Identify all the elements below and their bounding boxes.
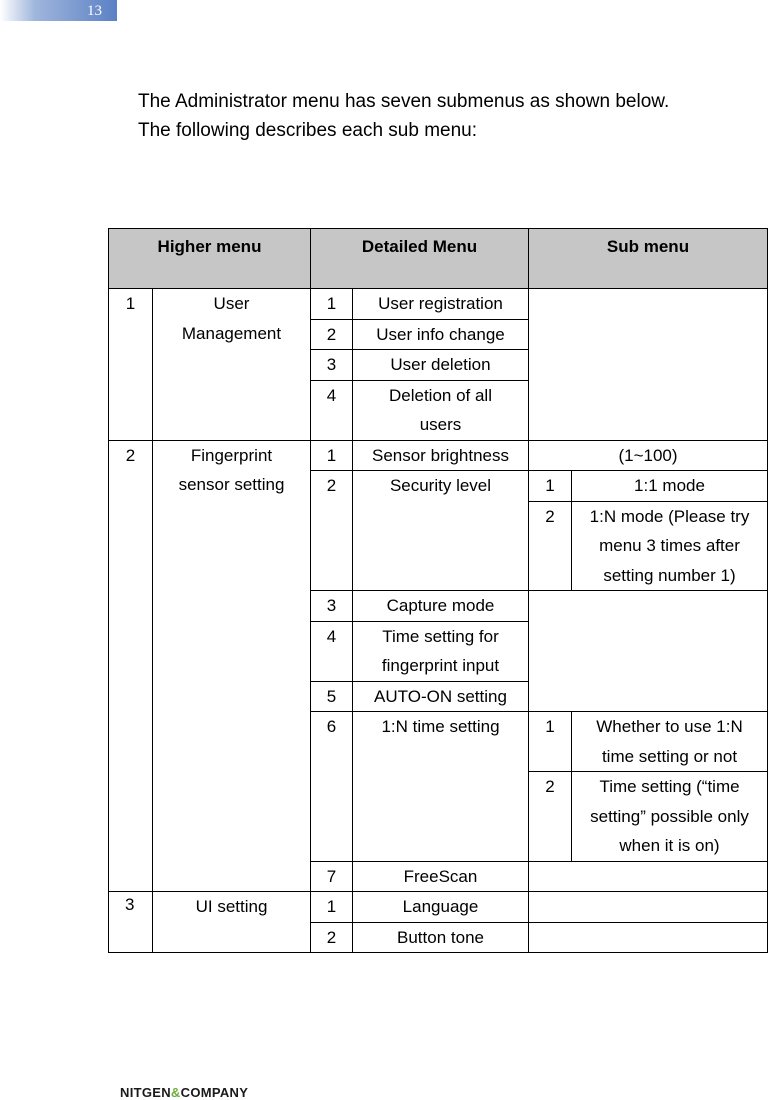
group-name: UI setting bbox=[153, 892, 311, 953]
item-number: 5 bbox=[311, 681, 353, 712]
item-label: Sensor brightness bbox=[353, 440, 529, 471]
group-name: Fingerprint sensor setting bbox=[153, 440, 311, 892]
group-number: 1 bbox=[109, 289, 153, 441]
item-label: Capture mode bbox=[353, 591, 529, 622]
item-number: 2 bbox=[311, 319, 353, 350]
group-name: User Management bbox=[153, 289, 311, 441]
item-number: 6 bbox=[311, 712, 353, 862]
page-number: 13 bbox=[0, 0, 117, 21]
intro-line-2: The following describes each sub menu: bbox=[138, 120, 478, 141]
item-label: User info change bbox=[353, 319, 529, 350]
item-label: Button tone bbox=[353, 922, 529, 953]
sub-empty bbox=[529, 892, 768, 923]
sub-number: 2 bbox=[529, 501, 572, 591]
table-header-row bbox=[109, 229, 768, 289]
item-label: Deletion of all users bbox=[353, 380, 529, 440]
sub-number: 1 bbox=[529, 471, 572, 502]
header-sub-menu: Sub menu bbox=[529, 229, 768, 289]
item-label: FreeScan bbox=[353, 861, 529, 892]
intro-line-1: The Administrator menu has seven submenus as shown below. bbox=[138, 91, 670, 112]
item-label: User deletion bbox=[353, 350, 529, 381]
item-label: Security level bbox=[353, 471, 529, 591]
sub-empty bbox=[529, 591, 768, 712]
sub-label: 1:N mode (Please try menu 3 times after setting number 1) bbox=[572, 501, 768, 591]
sub-label: Whether to use 1:N time setting or not bbox=[572, 712, 768, 772]
item-label: User registration bbox=[353, 289, 529, 320]
logo-text-a: NITGEN bbox=[120, 1085, 171, 1100]
admin-menu-table bbox=[108, 228, 768, 953]
item-number: 1 bbox=[311, 440, 353, 471]
item-label: AUTO-ON setting bbox=[353, 681, 529, 712]
sub-number: 1 bbox=[529, 712, 572, 772]
item-number: 1 bbox=[311, 892, 353, 923]
logo-ampersand: & bbox=[170, 1085, 181, 1100]
header-higher-menu: Higher menu bbox=[109, 229, 311, 289]
intro-text bbox=[138, 87, 669, 145]
sub-value: (1~100) bbox=[529, 440, 768, 471]
sub-number: 2 bbox=[529, 772, 572, 862]
sub-label: Time setting (“time setting” possible only when it is on) bbox=[572, 772, 768, 862]
item-label: Language bbox=[353, 892, 529, 923]
group-number: 2 bbox=[109, 440, 153, 892]
sub-empty bbox=[529, 922, 768, 953]
company-logo bbox=[120, 1085, 248, 1100]
item-number: 7 bbox=[311, 861, 353, 892]
sub-empty bbox=[529, 861, 768, 892]
table-row bbox=[109, 440, 768, 471]
item-number: 4 bbox=[311, 380, 353, 440]
item-number: 1 bbox=[311, 289, 353, 320]
header-detailed-menu: Detailed Menu bbox=[311, 229, 529, 289]
item-number: 2 bbox=[311, 471, 353, 591]
sub-label: 1:1 mode bbox=[572, 471, 768, 502]
item-number: 3 bbox=[311, 350, 353, 381]
item-number: 3 bbox=[311, 591, 353, 622]
table-row bbox=[109, 892, 768, 923]
item-label: Time setting for fingerprint input bbox=[353, 621, 529, 681]
item-number: 4 bbox=[311, 621, 353, 681]
item-label: 1:N time setting bbox=[353, 712, 529, 862]
logo-text-b: COMPANY bbox=[180, 1085, 249, 1100]
item-number: 2 bbox=[311, 922, 353, 953]
sub-empty bbox=[529, 289, 768, 441]
group-number: 3 bbox=[109, 892, 153, 953]
table-row bbox=[109, 289, 768, 320]
